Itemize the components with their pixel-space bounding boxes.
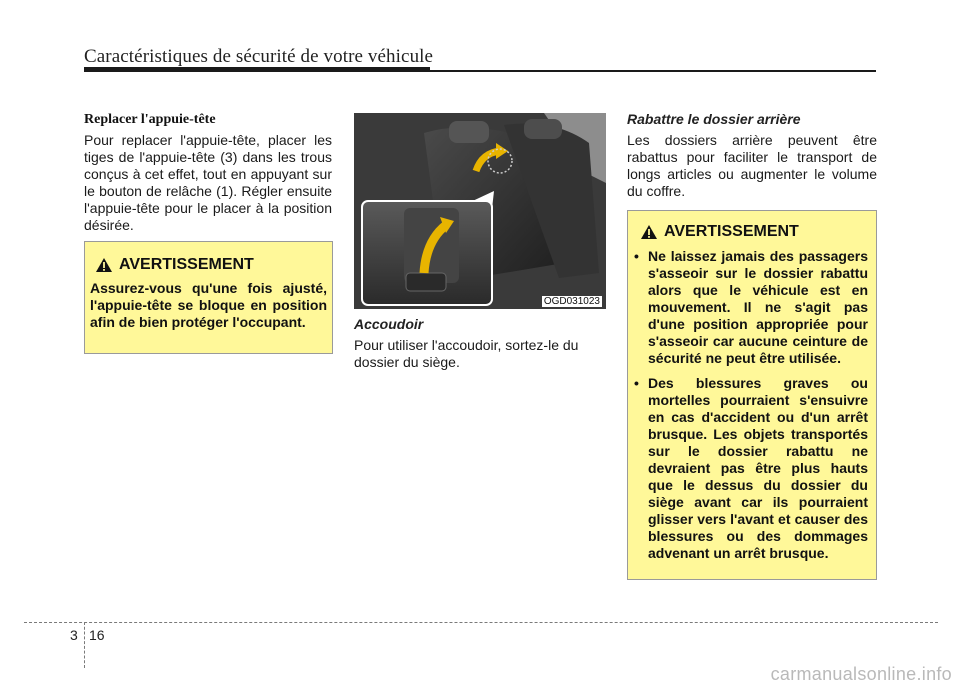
header-rule-thin: [430, 70, 876, 72]
fold-seat-warning-title: [640, 223, 799, 241]
header-rule-thick: [84, 67, 430, 72]
headrest-warning-title: [95, 256, 254, 274]
footer-dashed-divider: [84, 622, 85, 668]
fold-seat-warning-list: [634, 248, 868, 570]
armrest-photo: [354, 113, 606, 309]
rear-seat-illustration: [354, 113, 606, 309]
section-number: 3: [70, 627, 78, 643]
footer-dashed-rule: [24, 622, 938, 623]
page-header-title: Caractéristiques de sécurité de votre véhicule: [84, 46, 434, 67]
headrest-warning-title-text: AVERTISSEMENT: [119, 256, 254, 273]
headrest-heading: Replacer l'appuie-tête: [84, 112, 216, 127]
warning-triangle-icon: [95, 257, 113, 273]
fold-seat-paragraph: Les dossiers arrière peuvent être rabattus pour faciliter le transport de longs articles ou augmenter le volume du coffre.: [627, 132, 877, 199]
fold-seat-warning-title-text: AVERTISSEMENT: [664, 223, 799, 240]
armrest-heading: Accoudoir: [354, 316, 424, 332]
warning-item: • Ne laissez jamais des passagers s'asseoir sur le dossier rabattu alors que le véhicule est en mouvement. Il ne s'agit pas d'une position appropriée pour s'asseoir car aucune ceinture de sécurité ne peut être utilisée.: [634, 248, 868, 367]
fold-seat-warning-box: [627, 210, 877, 580]
photo-code: OGD031023: [543, 296, 600, 307]
warning-triangle-icon: [640, 224, 658, 240]
headrest-warning-text: Assurez-vous qu'une fois ajusté, l'appuie-tête se bloque en position afin de bien protéger l'occupant.: [90, 280, 327, 330]
fold-seat-heading: Rabattre le dossier arrière: [627, 111, 801, 127]
page-number: 16: [89, 627, 105, 643]
headrest-paragraph: Pour replacer l'appuie-tête, placer les tiges de l'appuie-tête (3) dans les trous conçus à cet effet, tout en appuyant sur le bouton de relâche (1). Régler ensuite l'appuie-tête pour le placer à la position désirée.: [84, 132, 332, 233]
warning-item: • Des blessures graves ou mortelles pourraient s'ensuivre en cas d'accident ou d'un arrêt brusque. Les objets transportés sur le dossier rabattu ne devraient pas être plus hauts que le dessus du dossier du siège avant car ils pourraient glisser vers l'avant et causer des blessures ou des dommages advenant un arrêt brusque.: [634, 375, 868, 562]
headrest-warning-box: [84, 241, 333, 354]
watermark-text: carmanualsonline.info: [770, 664, 952, 684]
armrest-paragraph: Pour utiliser l'accoudoir, sortez-le du dossier du siège.: [354, 337, 579, 370]
